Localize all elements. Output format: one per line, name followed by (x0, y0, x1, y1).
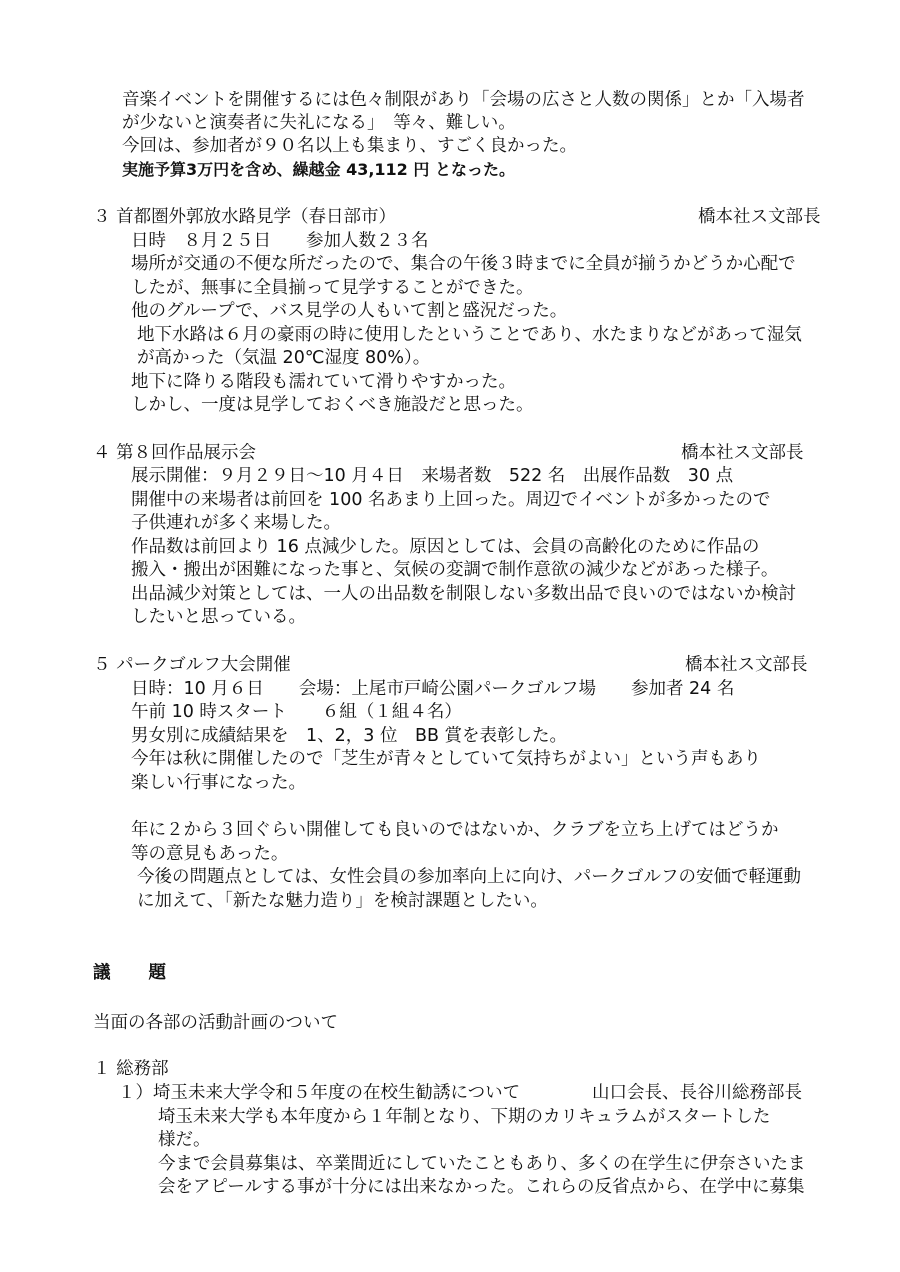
agenda-item1-line1: 埼玉未来大学も本年度から１年制となり、下期のカリキュラムがスタートした (158, 1107, 771, 1127)
section3-line5: 地下水路は６月の豪雨の時に使用したということであり、水たまりなどがあって湿気 (137, 325, 802, 345)
section5-line4: 今年は秋に開催したので「芝生が青々としていて気持ちがよい」という声もあり (131, 749, 761, 769)
section4-line4: 作品数は前回より 16 点減少した。原因としては、会員の高齢化のために作品の (131, 537, 760, 557)
section3-line7: 地下に降りる階段も濡れていて滑りやすかった。 (131, 372, 516, 392)
section5-heading: ５ パークゴルフ大会開催 (93, 655, 291, 675)
section4-line5: 搬入・搬出が困難になった事と、気候の変調で制作意欲の減少などがあった様子。 (131, 560, 779, 580)
agenda-intro: 当面の各部の活動計画のついて (93, 1013, 338, 1033)
section3-reporter: 橋本社ス文部長 (698, 207, 821, 227)
agenda-item1-reporter: 山口会長、長谷川総務部長 (592, 1083, 802, 1103)
section4-line1: 展示開催：９月２９日～10 月４日 来場者数 522 名 出展作品数 30 点 (131, 466, 734, 486)
section5-line1: 日時：10 月６日 会場：上尾市戸崎公園パークゴルフ場 参加者 24 名 (131, 679, 735, 699)
section4-line3: 子供連れが多く来場した。 (131, 513, 341, 533)
section3-line6: が高かった（気温 20℃湿度 80%）。 (137, 348, 431, 368)
section3-heading: ３ 首都圏外郭放水路見学（春日部市） (93, 207, 397, 227)
agenda-department: １ 総務部 (93, 1059, 169, 1079)
section2-budget-line: 実施予算3万円を含め、繰越金 43,112 円 となった。 (122, 160, 515, 179)
section5-line8: 今後の問題点としては、女性会員の参加率向上に向け、パークゴルフの安価で軽運動 (137, 867, 801, 887)
section2-line1: 音楽イベントを開催するには色々制限があり「会場の広さと人数の関係」とか「入場者 (122, 90, 805, 110)
section5-line5: 楽しい行事になった。 (131, 773, 306, 793)
section4-line7: したいと思っている。 (131, 607, 306, 627)
section5-line9: に加えて、「新たな魅力造り」を検討課題としたい。 (137, 891, 548, 911)
section5-line2: 午前 10 時スタート ６組（１組４名） (131, 702, 462, 722)
section5-line3: 男女別に成績結果を 1、2，3 位 BB 賞を表彰した。 (131, 726, 568, 746)
section4-reporter: 橋本社ス文部長 (681, 443, 804, 463)
agenda-title: 議 題 (93, 963, 167, 983)
section5-line6: 年に２から３回ぐらい開催しても良いのではないか、クラブを立ち上げてはどうか (131, 820, 779, 840)
section4-heading: ４ 第８回作品展示会 (93, 443, 257, 463)
agenda-item1-heading: １）埼玉未来大学令和５年度の在校生勧誘について (118, 1083, 521, 1103)
section3-line2: 場所が交通の不便な所だったので、集合の午後３時までに全員が揃うかどうか心配で (131, 254, 796, 274)
agenda-item1-line3: 今まで会員募集は、卒業間近にしていたこともあり、多くの在学生に伊奈さいたま (158, 1154, 806, 1174)
section2-line3: 今回は、参加者が９０名以上も集まり、すごく良かった。 (122, 136, 577, 156)
section3-line8: しかし、一度は見学しておくべき施設だと思った。 (131, 395, 534, 415)
section4-line6: 出品減少対策としては、一人の出品数を制限しない多数出品で良いのではないか検討 (131, 584, 796, 604)
section5-reporter: 橋本社ス文部長 (685, 655, 808, 675)
section3-line1: 日時 ８月２５日 参加人数２３名 (131, 231, 429, 251)
section3-line4: 他のグループで、バス見学の人もいて割と盛況だった。 (131, 301, 568, 321)
section4-line2: 開催中の来場者は前回を 100 名あまり上回った。周辺でイベントが多かったので (131, 490, 771, 510)
section5-line7: 等の意見もあった。 (131, 844, 289, 864)
agenda-item1-line2: 様だ。 (158, 1130, 211, 1150)
section2-line2: が少ないと演奏者に失礼になる」 等々、難しい。 (122, 113, 516, 133)
agenda-item1-line4: 会をアピールする事が十分には出来なかった。これらの反省点から、在学中に募集 (158, 1177, 805, 1197)
section3-line3: したが、無事に全員揃って見学することができた。 (131, 278, 534, 298)
